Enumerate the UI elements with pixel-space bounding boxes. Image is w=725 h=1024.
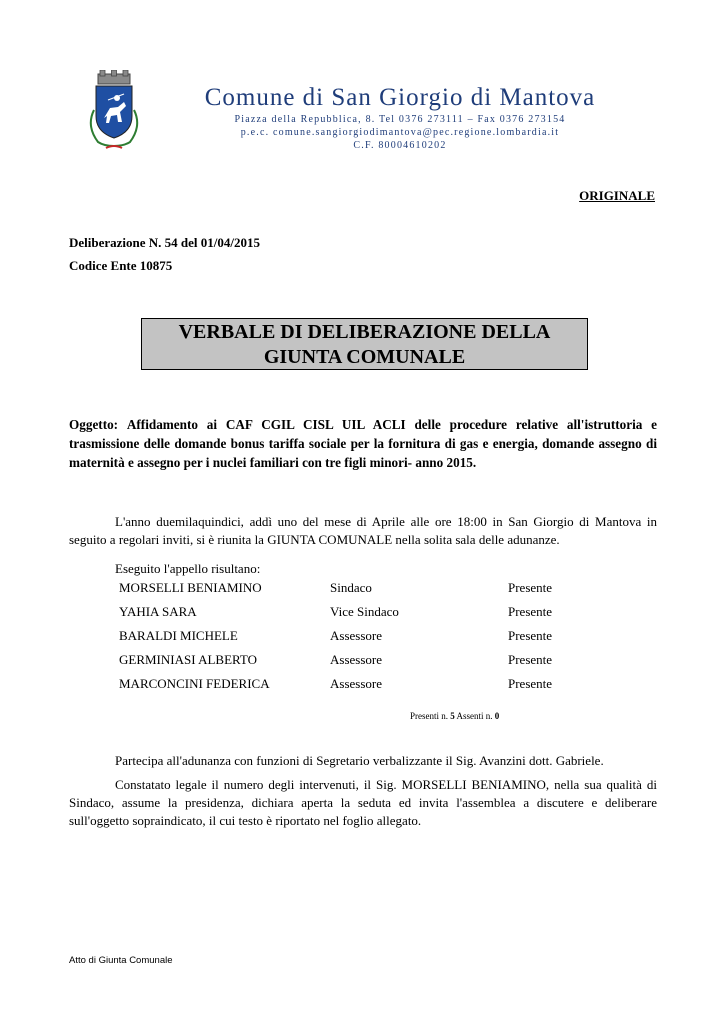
subject-paragraph bbox=[69, 415, 657, 472]
deliberation-number: Deliberazione N. 54 del 01/04/2015 bbox=[69, 235, 261, 250]
municipality-fiscal-code: C.F. 80004610202 bbox=[353, 140, 447, 151]
document-title-line1: VERBALE DI DELIBERAZIONE DELLA bbox=[178, 321, 551, 343]
member-name: GERMINIASI ALBERTO bbox=[119, 652, 258, 667]
municipality-name: Comune di San Giorgio di Mantova bbox=[204, 84, 596, 111]
roll-row bbox=[0, 676, 725, 700]
member-status: Presente bbox=[508, 580, 553, 595]
member-status: Presente bbox=[508, 676, 553, 691]
member-role: Sindaco bbox=[330, 580, 372, 595]
member-status: Presente bbox=[508, 604, 553, 619]
roll-row bbox=[0, 580, 725, 604]
original-marker: ORIGINALE bbox=[579, 188, 655, 203]
member-name: MORSELLI BENIAMINO bbox=[119, 580, 262, 595]
secretary-paragraph: Partecipa all'adunanza con funzioni di Segretario verbalizzante il Sig. Avanzini dott. Gabriele. bbox=[115, 753, 604, 768]
member-name: YAHIA SARA bbox=[119, 604, 197, 619]
member-role: Vice Sindaco bbox=[330, 604, 399, 619]
member-role: Assessore bbox=[330, 652, 382, 667]
roll-row bbox=[0, 604, 725, 628]
subject-label: Oggetto: bbox=[69, 417, 119, 432]
presidency-paragraph: Constatato legale il numero degli intervenuti, il Sig. MORSELLI BENIAMINO, nella sua qualità di Sindaco, assume la presidenza, dichiara aperta la seduta ed invita l'assemblea a discutere e deliberare sull'oggetto sopraindicato, il cui testo è riportato nel foglio allegato. bbox=[69, 777, 657, 828]
member-role: Assessore bbox=[330, 676, 382, 691]
absent-label: Assenti n. bbox=[456, 711, 493, 721]
intro-paragraph: L'anno duemilaquindici, addì uno del mese di Aprile alle ore 18:00 in San Giorgio di Mantova in seguito a regolari inviti, si è riunita la GIUNTA COMUNALE nella solita sala delle adunanze. bbox=[69, 514, 657, 547]
absent-count: 0 bbox=[494, 711, 500, 721]
member-name: MARCONCINI FEDERICA bbox=[119, 676, 270, 691]
document-title-box bbox=[141, 318, 588, 370]
roll-row bbox=[0, 652, 725, 676]
document-title-line2: GIUNTA COMUNALE bbox=[263, 346, 466, 368]
presence-count bbox=[410, 711, 499, 721]
municipality-address: Piazza della Repubblica, 8. Tel 0376 273111 – Fax 0376 273154 bbox=[234, 114, 566, 125]
member-name: BARALDI MICHELE bbox=[119, 628, 238, 643]
present-label: Presenti n. bbox=[410, 711, 448, 721]
roll-row bbox=[0, 628, 725, 652]
municipal-crest-icon bbox=[84, 70, 144, 152]
entity-code: Codice Ente 10875 bbox=[69, 258, 173, 273]
municipality-pec: p.e.c. comune.sangiorgiodimantova@pec.regione.lombardia.it bbox=[240, 127, 560, 138]
member-role: Assessore bbox=[330, 628, 382, 643]
subject-text: Affidamento ai CAF CGIL CISL UIL ACLI delle procedure relative all'istruttoria e trasmissione delle domande bonus tariffa sociale per la fornitura di gas e energia, domande assegno di maternità e assegno per i nuclei familiari con tre figli minori- anno 2015. bbox=[69, 417, 657, 470]
member-status: Presente bbox=[508, 628, 553, 643]
member-status: Presente bbox=[508, 652, 553, 667]
roll-call-label: Eseguito l'appello risultano: bbox=[115, 561, 261, 576]
present-count: 5 bbox=[450, 711, 455, 721]
page-footer: Atto di Giunta Comunale bbox=[69, 955, 173, 966]
